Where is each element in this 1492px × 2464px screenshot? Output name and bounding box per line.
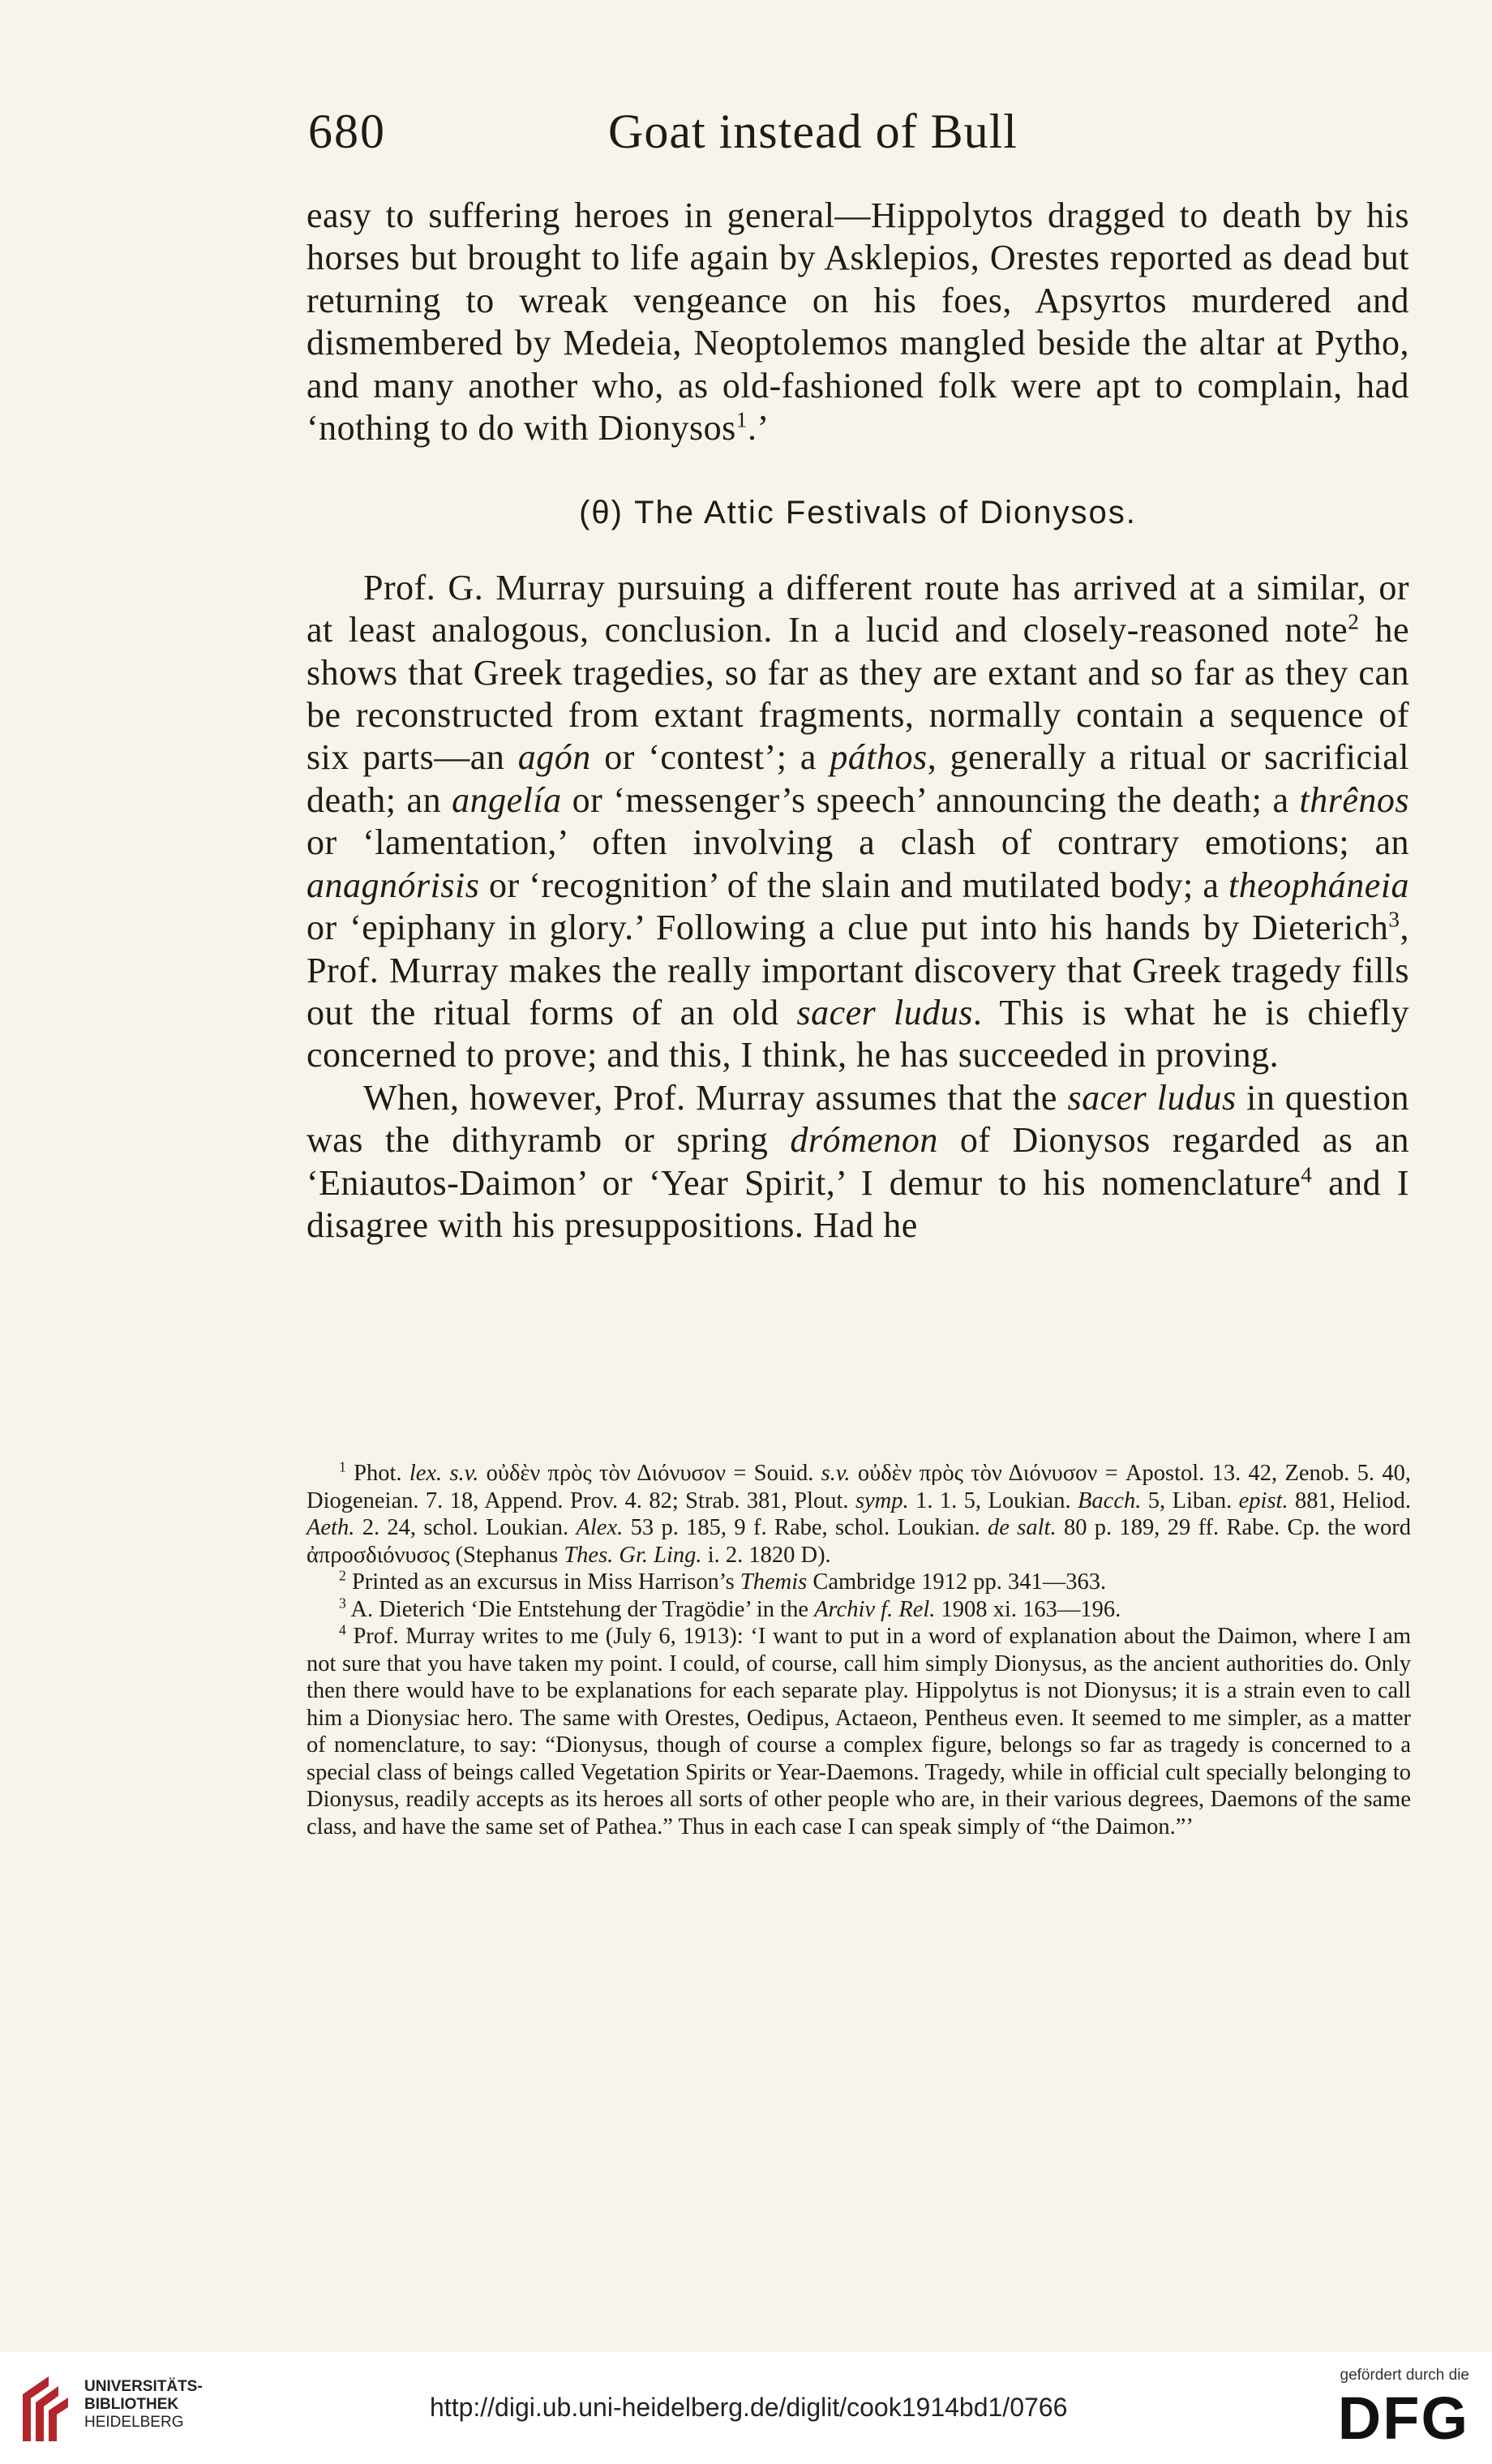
text-run: Printed as an excursus in Miss Harrison’s xyxy=(351,1569,740,1595)
text-run: or ‘epiphany in glory.’ Following a clue put into his hands by Dieterich xyxy=(307,908,1389,948)
footnote-ref-3: 3 xyxy=(1388,907,1400,932)
text-run: Prof. Murray writes to me (July 6, 1913): ‘I want to put in a word of explanation about the Daimon, where I am not sure that you have taken my point. I could, of course, call him simply Dionysus, as the ancient authorities do. Only then there would have to be explanations for each separate play. Hippolytus is not Dionysus; it is a strain even to call him a Dionysiac hero. The same with Orestes, Oedipus, Actaeon, Pentheus even. It seemed to me simpler, as a matter of nomenclature, to say: “Dionysus, though of course a complex figure, belongs so far as tragedy is concerned to a special class of beings called Vegetation Spirits or Year-Daemons. Tragedy, while in official cult specially belonging to Dionysus, readily accepts as its heroes all sorts of other people who are, in their various degrees, Daemons of the same class, and have the same set of Pathea.” Thus in each case I can speak simply of “the Daimon.”’ xyxy=(307,1624,1411,1839)
text-run: i. 2. 1820 D). xyxy=(701,1542,831,1568)
italic-term: symp. xyxy=(855,1487,909,1513)
footnote-ref-1: 1 xyxy=(735,407,748,432)
text-run: or ‘lamentation,’ often involving a clash of contrary emotions; an xyxy=(307,822,1409,863)
library-logo-icon xyxy=(16,2370,73,2445)
text-run: 1. 1. 5, Loukian. xyxy=(908,1487,1078,1513)
section-heading: (θ) The Attic Festivals of Dionysos. xyxy=(579,495,1137,531)
text-run: or ‘recognition’ of the slain and mutilated body; a xyxy=(479,865,1228,905)
footnote-marker: 2 xyxy=(339,1567,346,1584)
italic-term: páthos xyxy=(830,737,928,778)
page-header xyxy=(308,104,1411,169)
italic-term: anagnórisis xyxy=(307,865,480,905)
text-run: in question was the dithyramb or spring xyxy=(307,1077,1410,1161)
running-title: Goat instead of Bull xyxy=(608,105,1018,158)
text-run: 2. 24, schol. Loukian. xyxy=(354,1515,577,1540)
footnote-1 xyxy=(307,1460,1411,1569)
text-run: Prof. G. Murray pursuing a different route has arrived at a similar, or at least analogous, conclusion. In a lucid and closely-reasoned note xyxy=(307,567,1409,650)
italic-term: Archiv f. Rel. xyxy=(814,1596,936,1622)
permalink-url[interactable]: http://digi.ub.uni-heidelberg.de/diglit/cook1914bd1/0766 xyxy=(430,2393,1068,2422)
italic-term: Thes. Gr. Ling. xyxy=(564,1542,702,1568)
italic-term: de salt. xyxy=(988,1515,1057,1540)
italic-term: thrênos xyxy=(1299,779,1409,820)
paragraph-1 xyxy=(307,195,1409,449)
footnote-marker: 3 xyxy=(339,1595,346,1611)
text-run: and I disagree with his presuppositions. Had he xyxy=(307,1162,1409,1245)
library-name-line: BIBLIOTHEK xyxy=(84,2396,179,2413)
italic-term: drómenon xyxy=(790,1120,938,1161)
main-text xyxy=(307,195,1409,1247)
italic-term: Aeth. xyxy=(307,1515,355,1540)
italic-term: theopháneia xyxy=(1228,865,1409,905)
italic-term: agón xyxy=(517,737,591,778)
text-run: 80 p. 189, 29 ff. Rabe. Cp. the word ἀπροσδιόνυσος (Stephanus xyxy=(307,1515,1412,1568)
library-name xyxy=(84,2378,203,2432)
funding-label: gefördert durch die xyxy=(1340,2367,1469,2384)
text-run: , generally a ritual or sacrificial death; an xyxy=(307,737,1410,820)
italic-term: lex. s.v. xyxy=(409,1461,479,1486)
text-run: he shows that Greek tragedies, so far as they are extant and so far as they can be reconstructed from extant fragments, normally contain a sequence of six parts—an xyxy=(307,610,1410,778)
text-run: , Prof. Murray makes the really important discovery that Greek tragedy fills out the ritual forms of an old xyxy=(307,908,1409,1032)
text-run: A. Dieterich ‘Die Entstehung der Tragödie’ in the xyxy=(350,1596,815,1622)
text-run: When, however, Prof. Murray assumes that the xyxy=(363,1077,1068,1118)
footnote-ref-2: 2 xyxy=(1348,609,1360,634)
text-run: Cambridge 1912 pp. 341—363. xyxy=(807,1569,1107,1595)
digitization-footer xyxy=(0,2352,1492,2464)
italic-term: angelía xyxy=(452,779,562,820)
text-run: 5, Liban. xyxy=(1141,1487,1239,1513)
paragraph-3 xyxy=(307,1077,1409,1247)
text-run: 1908 xi. 163—196. xyxy=(935,1596,1121,1622)
italic-term: sacer ludus xyxy=(796,992,973,1032)
page-number: 680 xyxy=(308,105,386,158)
paragraph-2 xyxy=(307,567,1409,1077)
footnotes xyxy=(307,1460,1411,1840)
footnote-4 xyxy=(307,1623,1411,1840)
italic-term: sacer ludus xyxy=(1067,1077,1237,1118)
footnote-marker: 1 xyxy=(339,1458,346,1475)
footnote-ref-4: 4 xyxy=(1301,1161,1313,1187)
text-run: of Dionysos regarded as an ‘Eniautos-Daimon’ or ‘Year Spirit,’ I demur to his nomenclature xyxy=(307,1120,1409,1203)
paragraph-1-end: .’ xyxy=(747,408,770,449)
library-name-line: HEIDELBERG xyxy=(84,2414,184,2431)
italic-term: Themis xyxy=(740,1569,808,1595)
text-run: οὐδὲν πρὸς τὸν Διόνυσον = Apostol. 13. 42, Zenob. 5. 40, Diogeneian. 7. 18, Append. Prov. 4. 82; Strab. 381, Plout. xyxy=(307,1461,1411,1513)
paragraph-1-text: easy to suffering heroes in general—Hippolytos dragged to death by his horses but brought to life again by Asklepios, Orestes reported as dead but returning to wreak vengeance on his foes, Apsyrtos murdered and dismembered by Medeia, Neoptolemos mangled beside the altar at Pytho, and many another who, as old-fashioned folk were apt to complain, had ‘nothing to do with Dionysos xyxy=(307,195,1409,449)
text-run: . This is what he is chiefly concerned to prove; and this, I think, he has succeeded in proving. xyxy=(307,992,1410,1075)
text-run: or ‘messenger’s speech’ announcing the death; a xyxy=(561,779,1300,820)
italic-term: epist. xyxy=(1238,1487,1288,1513)
funding-notice xyxy=(1337,2367,1469,2452)
footnote-2 xyxy=(307,1569,1411,1596)
library-name-line: UNIVERSITÄTS- xyxy=(84,2378,203,2395)
text-run: Phot. xyxy=(354,1461,409,1486)
italic-term: s.v. xyxy=(821,1461,851,1486)
dfg-logo: DFG xyxy=(1337,2385,1469,2452)
italic-term: Alex. xyxy=(576,1515,624,1540)
italic-term: Bacch. xyxy=(1078,1487,1142,1513)
text-run: 53 p. 185, 9 f. Rabe, schol. Loukian. xyxy=(623,1515,988,1540)
text-run: or ‘contest’; a xyxy=(590,737,830,778)
text-run: οὐδὲν πρὸς τὸν Διόνυσον = Souid. xyxy=(478,1461,821,1486)
footnote-marker: 4 xyxy=(339,1621,346,1638)
footnote-3 xyxy=(307,1596,1411,1624)
text-run: 881, Heliod. xyxy=(1288,1487,1412,1513)
